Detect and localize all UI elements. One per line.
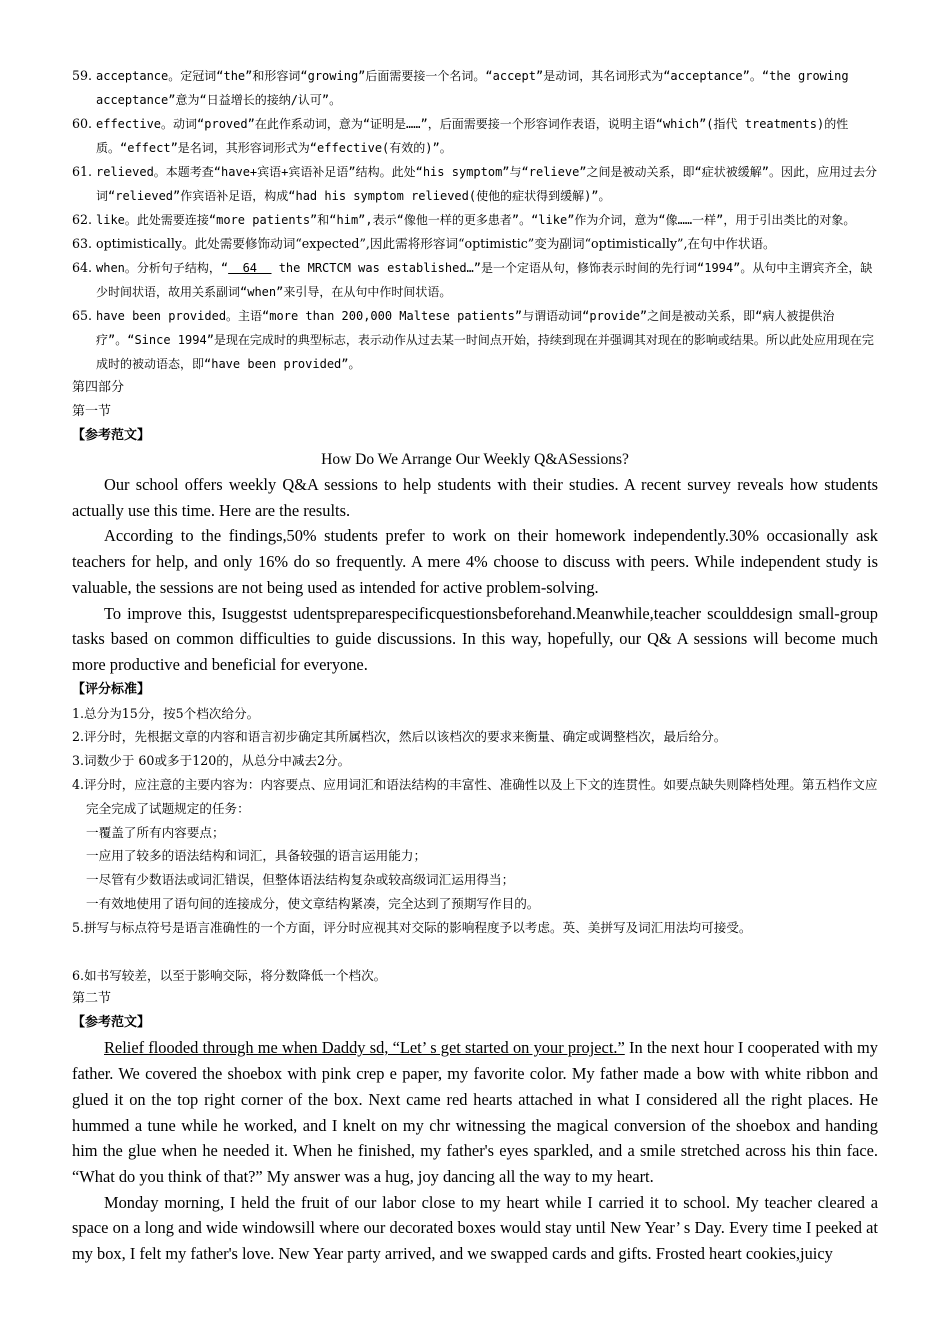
answer-text: relieved。本题考查“have+宾语+宾语补足语”结构。此处“his symptom”与“relieve”之间是被动关系，即“症状被缓解”。因此，应用过去分词“relieved”作宾语补足语，构成“had his symptom relieved(使他的症状得到缓解)”。 <box>96 165 877 203</box>
section-heading: 第一节 <box>72 404 112 419</box>
answer-text-before: when。分析句子结构，“ <box>96 261 229 275</box>
criteria-bullet: 一尽管有少数语法或词汇错误，但整体语法结构复杂或较高级词汇运用得当； <box>86 872 515 888</box>
answer-text: acceptance。定冠词“the”和形容词“growing”后面需要接一个名词。“accept”是动词，其名词形式为“acceptance”。“the growing acceptance”意为“日益增长的接纳/认可”。 <box>96 69 849 107</box>
part-heading: 第四部分 <box>72 380 125 395</box>
spacer <box>72 940 878 964</box>
answer-number: 63. <box>72 236 93 251</box>
answer-text: like。此处需要连接“more patients”和“him”,表示“像他一样的更多患者”。“like”作为介词，意为“像……一样”，用于引出类比的对象。 <box>96 213 856 227</box>
essay-paragraph: Our school offers weekly Q&A sessions to help students with their studies. A recent survey reveals how students actually use this time. Here are the results. <box>72 475 878 520</box>
criteria-bullet: 一应用了较多的语法结构和词汇，具备较强的语言运用能力； <box>86 848 427 864</box>
answer-number: 60. <box>72 116 93 131</box>
criteria-item: 6.如书写较差，以至于影响交际，将分数降低一个档次。 <box>72 967 387 983</box>
underlined-opening: Relief flooded through me when Daddy sd, “Let’ s get started on your project.” <box>104 1038 625 1058</box>
criteria-bullet: 一有效地使用了语句间的连接成分，使文章结构紧凑，完全达到了预期写作目的。 <box>86 896 540 911</box>
answer-number: 59. <box>72 68 93 83</box>
criteria-item: 1.总分为15分，按5个档次给分。 <box>72 705 260 721</box>
criteria-item: 5.拼写与标点符号是语言准确性的一个方面，评分时应视其对交际的影响程度予以考虑。英、美拼写及词汇用法均可接受。 <box>72 919 752 935</box>
answer-63 <box>72 232 878 256</box>
answer-number: 61. <box>72 164 93 179</box>
essay-paragraph: Monday morning, I held the fruit of our labor close to my heart while I carried it to school. My teacher cleared a space on a long and wide windowsill where our decorated boxes would stay until New Year’ s Day. Every time I peeked at my box, I felt my father's love. New Year party arrived, and we swapped cards and gifts. Frosted heart cookies,juicy <box>72 1192 878 1264</box>
answer-number: 64. <box>72 260 93 275</box>
criteria-bullet: 一覆盖了所有内容要点； <box>86 824 225 840</box>
answer-text: optimistically。此处需要修饰动词“expected”,因此需将形容词“optimistic”变为副词“optimistically”,在句中作状语。 <box>96 236 776 251</box>
blank-64: 64 <box>228 261 272 275</box>
reference-label: 【参考范文】 <box>72 1015 151 1031</box>
answer-number: 65. <box>72 308 93 323</box>
reference-label: 【参考范文】 <box>72 428 151 443</box>
criteria-label: 【评分标准】 <box>72 681 151 697</box>
essay-paragraph: According to the findings,50% students prefer to work on their homework independently.30% occasionally ask teachers for help, and only 16% do so frequently. A mere 4% choose to discuss with peers. While independent study is valuable, the sessions are not being used as intended for active problem-solving. <box>72 526 878 597</box>
answer-60 <box>72 112 878 160</box>
criteria-item: 4.评分时，应注意的主要内容为：内容要点、应用词汇和语法结构的丰富性、准确性以及上下文的连贯性。如要点缺失则降档处理。第五档作文应完全完成了试题规定的任务： <box>72 777 878 816</box>
essay-paragraph <box>72 1035 878 1189</box>
answer-text: have been provided。主语“more than 200,000 Maltese patients”与谓语动词“provide”之间是被动关系，即“病人被提供治疗”。“Since 1994”是现在完成时的典型标志，表示动作从过去某一时间点开始，持续到现在并强调其对现在的影响或结果。所以此处应用现在完成时的被动语态，即“have been provided”。 <box>96 309 874 371</box>
section-heading: 第二节 <box>72 991 112 1007</box>
essay-paragraph: To improve this, Isuggestst udentspreparespecificquestionsbeforehand.Meanwhile,teacher scoulddesign small-group tasks based on common difficulties to guide discussions. In this way, hopefully, our Q& A sessions will become much more productive and beneficial for everyone. <box>72 603 878 674</box>
answer-61 <box>72 160 878 208</box>
answer-62 <box>72 208 878 232</box>
paragraph-rest: In the next hour I cooperated with my father. We covered the shoebox with pink crep e paper, my favorite color. My father made a bow with white ribbon and glued it on the top right corner of the box. Next came red hearts attached in what I considered all the right places. He hummed a tune while he worked, and I knelt on my chr witnessing the magical conversion of the shoebox and handing him the glue when he needed it. When he finished, my father's eyes sparkled, and a smile stretched across his thin face. “What do you think of that?” My answer was a hug, joy dancing all the way to my heart. <box>72 1038 878 1186</box>
criteria-item: 2.评分时，先根据文章的内容和语言初步确定其所属档次，然后以该档次的要求来衡量、确定或调整档次，最后给分。 <box>72 729 727 745</box>
answer-59 <box>72 64 878 112</box>
answer-number: 62. <box>72 212 93 227</box>
document-page <box>72 64 878 1267</box>
answer-64 <box>72 256 878 304</box>
answer-text: effective。动词“proved”在此作系动词，意为“证明是……”，后面需要接一个形容词作表语，说明主语“which”(指代 treatments)的性质。“effect”是名词，其形容词形式为“effective(有效的)”。 <box>96 117 849 155</box>
criteria-item: 3.词数少于 60或多于120的，从总分中减去2分。 <box>72 753 351 769</box>
essay-title: How Do We Arrange Our Weekly Q&ASessions? <box>321 451 629 468</box>
answer-text-after: the MRCTCM was established…”是一个定语从句，修饰表示时间的先行词“1994”。从句中主谓宾齐全，缺少时间状语，故用关系副词“when”来引导，在从句中作时间状语。 <box>96 261 873 299</box>
answer-65 <box>72 304 878 376</box>
